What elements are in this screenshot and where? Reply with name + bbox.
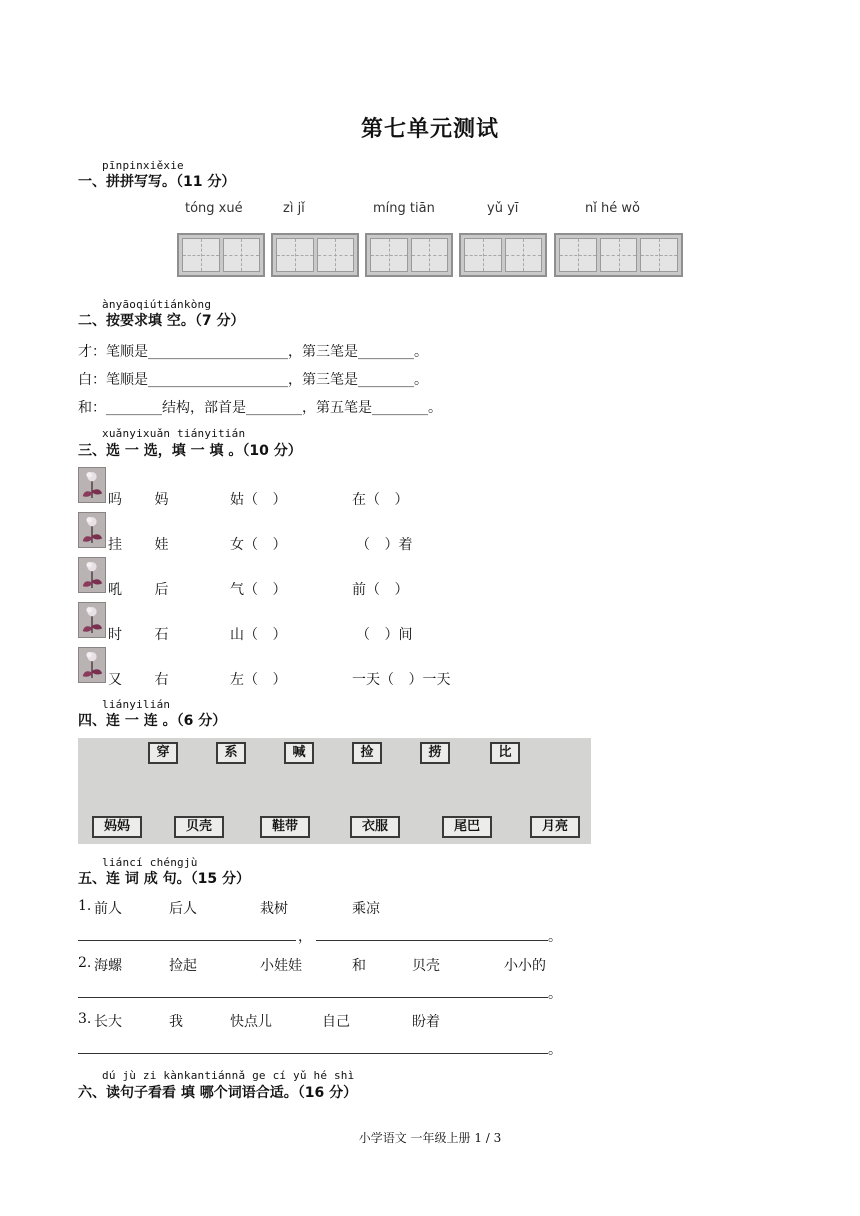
flower-icon (78, 467, 106, 503)
s1-pinyin: pīnpinxiěxie (102, 159, 184, 172)
matching-exercise-image (78, 738, 591, 844)
s3-row2-b: （ ）着 (356, 537, 413, 553)
match-top-2[interactable]: 系 (216, 742, 246, 764)
s3-row4-b: （ ）间 (356, 627, 413, 643)
page-footer: 小学语文 一年级上册 1 / 3 (358, 1131, 502, 1145)
s3-row3-a: 气（ ） (230, 582, 287, 598)
s5-item2-no: 2. (78, 955, 92, 971)
s3-row1-a: 姑（ ） (230, 492, 287, 508)
s5-item2-word: 小小的 (504, 958, 546, 974)
match-bottom-4[interactable]: 衣服 (350, 816, 400, 838)
s5-item2-word: 海螺 (94, 958, 122, 974)
s3-row1-pair: 吗 妈 (108, 492, 183, 508)
s5-item3-word: 快点儿 (230, 1014, 272, 1030)
flower-icon (78, 647, 106, 683)
writing-grid-4[interactable] (459, 233, 547, 277)
s1-word-4: yǔ yī (487, 201, 519, 216)
s5-item3-period: 。 (548, 1042, 562, 1058)
writing-grid-2[interactable] (271, 233, 359, 277)
s4-heading: 四、连 一 连 。（6 分） (78, 713, 227, 729)
s1-heading: 一、拼拼写写。（11 分） (78, 174, 236, 190)
s3-row5-b: 一天（ ）一天 (352, 672, 451, 688)
s5-item3-word: 长大 (94, 1014, 122, 1030)
s1-word-2: zì jǐ (283, 201, 305, 216)
s5-item1-comma: ， (298, 929, 312, 945)
s5-item1-word: 栽树 (260, 901, 288, 917)
match-top-5[interactable]: 捞 (420, 742, 450, 764)
s2-pinyin: ànyāoqiútiánkòng (102, 298, 212, 311)
s3-row1-b: 在（ ） (352, 492, 409, 508)
s3-heading: 三、选 一 选，填 一 填 。（10 分） (78, 443, 302, 459)
s2-line-2: 白：笔顺是____________________，第三笔是________。 (78, 372, 428, 388)
s5-heading: 五、连 词 成 句。（15 分） (78, 871, 250, 887)
s5-item1-word: 乘凉 (352, 901, 380, 917)
s5-item2-word: 和 (352, 958, 366, 974)
s5-item1-answer-line-a[interactable] (78, 940, 296, 941)
s5-item2-word: 小娃娃 (260, 958, 302, 974)
match-bottom-3[interactable]: 鞋带 (260, 816, 310, 838)
match-top-3[interactable]: 喊 (284, 742, 314, 764)
s5-item2-word: 捡起 (169, 958, 197, 974)
s3-row2-a: 女（ ） (230, 537, 287, 553)
s4-pinyin: liányilián (102, 698, 171, 711)
s5-item3-word: 自己 (322, 1014, 350, 1030)
flower-icon (78, 512, 106, 548)
s3-row5-a: 左（ ） (230, 672, 287, 688)
match-bottom-6[interactable]: 月亮 (530, 816, 580, 838)
s1-word-5: nǐ hé wǒ (585, 201, 640, 216)
s5-item3-word: 我 (169, 1014, 183, 1030)
s6-pinyin: dú jù zi kànkantiánnǎ ge cí yǔ hé shì (102, 1069, 355, 1082)
s5-item2-answer-line[interactable] (78, 997, 548, 998)
s3-row2-pair: 挂 娃 (108, 537, 183, 553)
flower-icon (78, 557, 106, 593)
match-top-6[interactable]: 比 (490, 742, 520, 764)
s5-item2-period: 。 (548, 986, 562, 1002)
s3-row4-a: 山（ ） (230, 627, 287, 643)
s3-row3-b: 前（ ） (352, 582, 409, 598)
s5-item1-period: 。 (548, 929, 562, 945)
s2-line-3: 和：________结构，部首是________，第五笔是________。 (78, 400, 442, 416)
s1-word-3: míng tiān (373, 201, 435, 216)
match-top-1[interactable]: 穿 (148, 742, 178, 764)
s5-item1-word: 后人 (169, 901, 197, 917)
flower-icon (78, 602, 106, 638)
match-bottom-5[interactable]: 尾巴 (442, 816, 492, 838)
match-bottom-1[interactable]: 妈妈 (92, 816, 142, 838)
writing-grid-1[interactable] (177, 233, 265, 277)
s5-pinyin: liáncí chéngjù (102, 856, 198, 869)
s5-item1-answer-line-b[interactable] (316, 940, 548, 941)
s5-item1-word: 前人 (94, 901, 122, 917)
s5-item2-word: 贝壳 (412, 958, 440, 974)
page-title: 第七单元测试 (360, 117, 499, 142)
match-top-4[interactable]: 捡 (352, 742, 382, 764)
s5-item3-answer-line[interactable] (78, 1053, 548, 1054)
s5-item1-no: 1. (78, 898, 92, 914)
s5-item3-word: 盼着 (412, 1014, 440, 1030)
writing-grid-5[interactable] (554, 233, 683, 277)
s3-row4-pair: 时 石 (108, 627, 183, 643)
s1-word-1: tóng xué (185, 201, 243, 216)
writing-grid-3[interactable] (365, 233, 453, 277)
s3-pinyin: xuǎnyixuǎn tiányitián (102, 427, 246, 440)
s2-heading: 二、按要求填 空。（7 分） (78, 313, 245, 329)
s6-heading: 六、读句子看看 填 哪个词语合适。（16 分） (78, 1085, 358, 1101)
s3-row3-pair: 吼 后 (108, 582, 183, 598)
match-bottom-2[interactable]: 贝壳 (174, 816, 224, 838)
s2-line-1: 才：笔顺是____________________，第三笔是________。 (78, 344, 428, 360)
s5-item3-no: 3. (78, 1011, 92, 1027)
s3-row5-pair: 又 右 (108, 672, 183, 688)
